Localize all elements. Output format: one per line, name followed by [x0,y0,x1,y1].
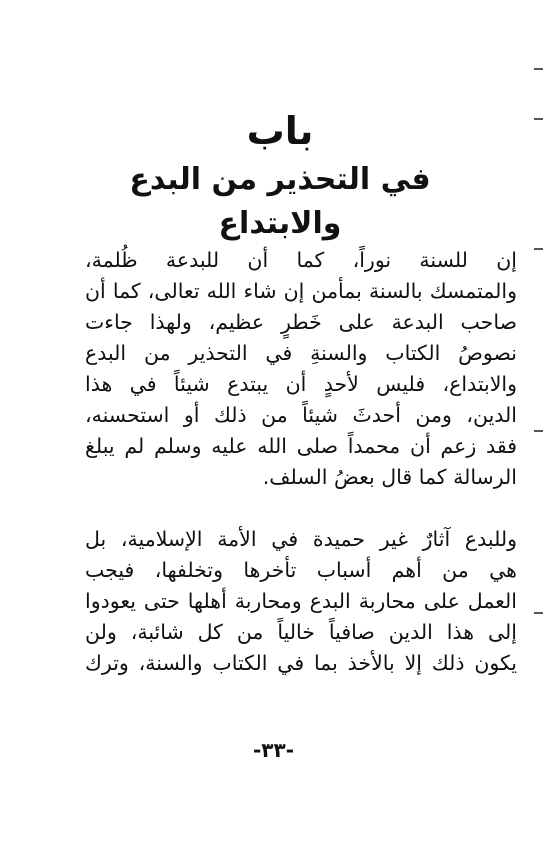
paragraph [85,524,517,679]
page-edge-mark [534,118,543,120]
page-edge-mark [534,430,543,432]
page-edge-mark [534,248,543,250]
chapter-label: باب [246,109,314,153]
text-line: صاحب البدعة على خَطرٍ عظيم، ولهذا جاءت [85,310,517,334]
page-edge-mark [534,612,543,614]
page-number: -٣٣- [252,738,295,762]
chapter-title: في التحذير من البدع والابتداع [129,162,431,241]
text-line: فقد زعم أن محمداً صلى الله عليه وسلم لم يبلغ [85,434,517,458]
text-line: هي من أهم أسباب تأخرها وتخلفها، فيجب [85,558,517,582]
text-line: والابتداع، فليس لأحدٍ أن يبتدع شيئاً في هذا [85,372,517,396]
text-line: إن للسنة نوراً، كما أن للبدعة ظُلمة، [85,248,517,272]
chapter-heading [70,108,490,246]
text-line: الدين، ومن أحدثَ شيئاً من ذلك أو استحسنه، [85,403,517,427]
text-line: نصوصُ الكتاب والسنةِ في التحذير من البدع [85,341,517,365]
text-line: إلى هذا الدين صافياً خالياً من كل شائبة، ولن [85,620,517,644]
page-edge-mark [534,68,543,70]
text-line: العمل على محاربة البدع ومحاربة أهلها حتى يعودوا [85,589,517,613]
text-line: يكون ذلك إلا بالأخذ بما في الكتاب والسنة، وترك [85,651,517,675]
body-text [85,245,517,679]
text-line: والمتمسك بالسنة بمأمن إن شاء الله تعالى، كما أن [85,279,517,303]
text-line: وللبدع آثارٌ غير حميدة في الأمة الإسلامية، بل [85,527,517,551]
text-line: الرسالة كما قال بعضُ السلف. [262,465,517,489]
paragraph [85,245,517,493]
paragraph-gap [85,493,517,524]
